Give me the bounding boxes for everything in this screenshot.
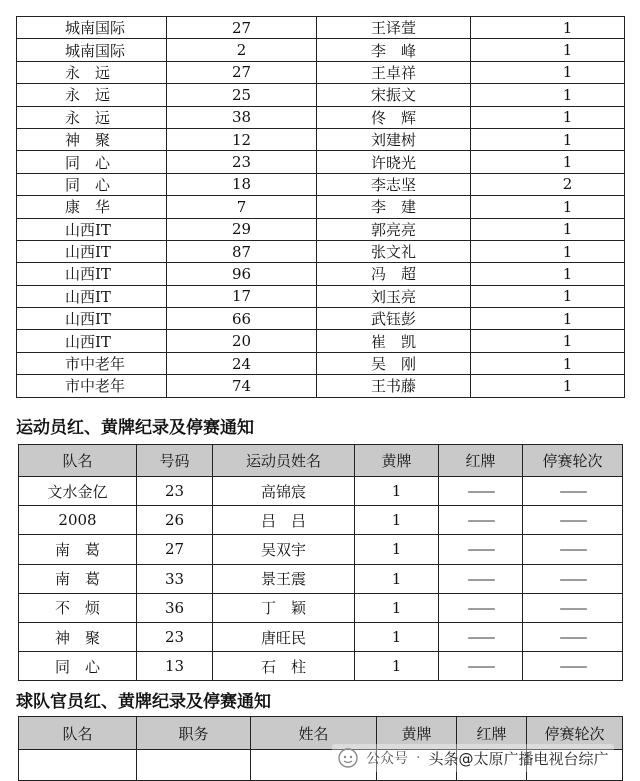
- count-cell: 1: [471, 39, 625, 61]
- watermark-account: 头条@太原广播电视台综广: [428, 749, 609, 768]
- team-name-cell: 山西IT: [17, 263, 167, 285]
- suspension-cell: ——: [523, 535, 623, 564]
- header-red-card: 红牌: [457, 717, 527, 750]
- table-row: [17, 128, 625, 150]
- number-cell: 33: [137, 564, 213, 593]
- count-cell: 1: [471, 17, 625, 39]
- header-red-card: 红牌: [439, 445, 523, 477]
- yellow-card-cell: 1: [355, 506, 439, 535]
- header-suspension: 停赛轮次: [527, 717, 623, 750]
- yellow-card-cell: 1: [355, 535, 439, 564]
- table-row: [17, 308, 625, 330]
- yellow-card-cell: 1: [355, 477, 439, 506]
- red-card-cell: ——: [439, 652, 523, 681]
- header-yellow-card: 黄牌: [355, 445, 439, 477]
- team-cell: 文水金亿: [19, 477, 137, 506]
- header-name: 姓名: [251, 717, 377, 750]
- table-row: [19, 506, 623, 535]
- athlete-name-cell: 石 柱: [213, 652, 355, 681]
- athletes-card-table: [18, 444, 623, 681]
- table-row: [17, 196, 625, 218]
- team-name-cell: 山西IT: [17, 240, 167, 262]
- player-name-cell: 佟 辉: [317, 106, 471, 128]
- table-row: [17, 240, 625, 262]
- team-name-cell: 山西IT: [17, 218, 167, 240]
- suspension-cell: ——: [523, 593, 623, 622]
- count-cell: 1: [471, 352, 625, 374]
- watermark-source: 公众号: [366, 751, 408, 767]
- team-cell: 神 聚: [19, 622, 137, 651]
- number-cell: 23: [137, 622, 213, 651]
- athletes-header-row: [19, 445, 623, 477]
- number-cell: 18: [167, 173, 317, 195]
- table-row: [17, 17, 625, 39]
- header-position: 职务: [137, 717, 251, 750]
- athlete-name-cell: 唐旺民: [213, 622, 355, 651]
- team-name-cell: 市中老年: [17, 352, 167, 374]
- athlete-name-cell: 高锦宸: [213, 477, 355, 506]
- number-cell: 20: [167, 330, 317, 352]
- number-cell: 66: [167, 308, 317, 330]
- team-cell: 2008: [19, 506, 137, 535]
- count-cell: 1: [471, 240, 625, 262]
- number-cell: 29: [167, 218, 317, 240]
- athlete-name-cell: 景王震: [213, 564, 355, 593]
- count-cell: 1: [471, 128, 625, 150]
- table-row: [19, 564, 623, 593]
- header-yellow-card: 黄牌: [377, 717, 457, 750]
- number-cell: 25: [167, 84, 317, 106]
- player-name-cell: 许晓光: [317, 151, 471, 173]
- count-cell: 1: [471, 151, 625, 173]
- team-name-cell: 同 心: [17, 151, 167, 173]
- count-cell: 1: [471, 263, 625, 285]
- table-row: [17, 330, 625, 352]
- table-row: [17, 352, 625, 374]
- player-name-cell: 郭亮亮: [317, 218, 471, 240]
- suspension-cell: ——: [523, 506, 623, 535]
- red-card-cell: ——: [439, 477, 523, 506]
- suspension-cell: ——: [523, 622, 623, 651]
- number-cell: 24: [167, 352, 317, 374]
- team-name-cell: 永 远: [17, 106, 167, 128]
- yellow-card-cell: 1: [355, 593, 439, 622]
- table-row: [17, 375, 625, 397]
- count-cell: 1: [471, 308, 625, 330]
- table-row: [17, 285, 625, 307]
- team-name-cell: 山西IT: [17, 285, 167, 307]
- player-name-cell: 刘建树: [317, 128, 471, 150]
- table-row: [19, 535, 623, 564]
- red-card-cell: ——: [439, 535, 523, 564]
- player-name-cell: 刘玉亮: [317, 285, 471, 307]
- officials-section-title: 球队官员红、黄牌纪录及停赛通知: [16, 692, 271, 712]
- table-row: [19, 652, 623, 681]
- number-cell: 27: [167, 61, 317, 83]
- player-name-cell: 李 建: [317, 196, 471, 218]
- count-cell: 1: [471, 375, 625, 397]
- player-name-cell: 宋振文: [317, 84, 471, 106]
- header-number: 号码: [137, 445, 213, 477]
- table-row: [17, 39, 625, 61]
- team-cell: 南 葛: [19, 535, 137, 564]
- suspension-cell: ——: [523, 652, 623, 681]
- table-cell: [19, 750, 137, 781]
- player-stats-table: [16, 16, 625, 398]
- table-row: [19, 477, 623, 506]
- athlete-name-cell: 丁 颖: [213, 593, 355, 622]
- watermark: [332, 744, 614, 772]
- table-row: [17, 218, 625, 240]
- number-cell: 27: [167, 17, 317, 39]
- number-cell: 87: [167, 240, 317, 262]
- team-name-cell: 山西IT: [17, 330, 167, 352]
- count-cell: 1: [471, 196, 625, 218]
- suspension-cell: ——: [523, 477, 623, 506]
- red-card-cell: ——: [439, 564, 523, 593]
- team-cell: 同 心: [19, 652, 137, 681]
- wechat-icon: [338, 748, 358, 768]
- table-cell: [137, 750, 251, 781]
- team-cell: 南 葛: [19, 564, 137, 593]
- number-cell: 23: [167, 151, 317, 173]
- player-name-cell: 冯 超: [317, 263, 471, 285]
- table-row: [17, 61, 625, 83]
- team-name-cell: 同 心: [17, 173, 167, 195]
- number-cell: 26: [137, 506, 213, 535]
- team-name-cell: 神 聚: [17, 128, 167, 150]
- table-row: [17, 263, 625, 285]
- header-athlete-name: 运动员姓名: [213, 445, 355, 477]
- number-cell: 12: [167, 128, 317, 150]
- number-cell: 13: [137, 652, 213, 681]
- team-cell: 不 烦: [19, 593, 137, 622]
- player-name-cell: 王书藤: [317, 375, 471, 397]
- count-cell: 2: [471, 173, 625, 195]
- number-cell: 96: [167, 263, 317, 285]
- player-name-cell: 王译萱: [317, 17, 471, 39]
- number-cell: 2: [167, 39, 317, 61]
- player-name-cell: 崔 凯: [317, 330, 471, 352]
- red-card-cell: ——: [439, 593, 523, 622]
- red-card-cell: ——: [439, 506, 523, 535]
- table-row: [19, 622, 623, 651]
- yellow-card-cell: 1: [355, 652, 439, 681]
- athlete-name-cell: 吕 吕: [213, 506, 355, 535]
- number-cell: 23: [137, 477, 213, 506]
- count-cell: 1: [471, 218, 625, 240]
- header-team: 队名: [19, 445, 137, 477]
- number-cell: 27: [137, 535, 213, 564]
- team-name-cell: 城南国际: [17, 39, 167, 61]
- header-team: 队名: [19, 717, 137, 750]
- header-suspension: 停赛轮次: [523, 445, 623, 477]
- yellow-card-cell: 1: [355, 622, 439, 651]
- athlete-name-cell: 吴双宇: [213, 535, 355, 564]
- player-name-cell: 李志坚: [317, 173, 471, 195]
- team-name-cell: 山西IT: [17, 308, 167, 330]
- team-name-cell: 城南国际: [17, 17, 167, 39]
- suspension-cell: ——: [523, 564, 623, 593]
- red-card-cell: ——: [439, 622, 523, 651]
- table-row: [17, 106, 625, 128]
- team-name-cell: 永 远: [17, 84, 167, 106]
- watermark-separator: ·: [416, 750, 421, 766]
- count-cell: 1: [471, 330, 625, 352]
- player-name-cell: 张文礼: [317, 240, 471, 262]
- yellow-card-cell: 1: [355, 564, 439, 593]
- number-cell: 36: [137, 593, 213, 622]
- team-name-cell: 市中老年: [17, 375, 167, 397]
- number-cell: 7: [167, 196, 317, 218]
- athletes-card-body: [19, 477, 623, 681]
- team-name-cell: 永 远: [17, 61, 167, 83]
- count-cell: 1: [471, 61, 625, 83]
- team-name-cell: 康 华: [17, 196, 167, 218]
- player-stats-body: [17, 17, 625, 398]
- number-cell: 74: [167, 375, 317, 397]
- player-name-cell: 武钰彭: [317, 308, 471, 330]
- player-name-cell: 李 峰: [317, 39, 471, 61]
- athletes-section-title: 运动员红、黄牌纪录及停赛通知: [16, 418, 254, 438]
- count-cell: 1: [471, 84, 625, 106]
- number-cell: 38: [167, 106, 317, 128]
- number-cell: 17: [167, 285, 317, 307]
- table-row: [19, 593, 623, 622]
- count-cell: 1: [471, 106, 625, 128]
- table-row: [17, 173, 625, 195]
- count-cell: 1: [471, 285, 625, 307]
- player-name-cell: 吴 刚: [317, 352, 471, 374]
- player-name-cell: 王卓祥: [317, 61, 471, 83]
- table-row: [17, 151, 625, 173]
- table-row: [17, 84, 625, 106]
